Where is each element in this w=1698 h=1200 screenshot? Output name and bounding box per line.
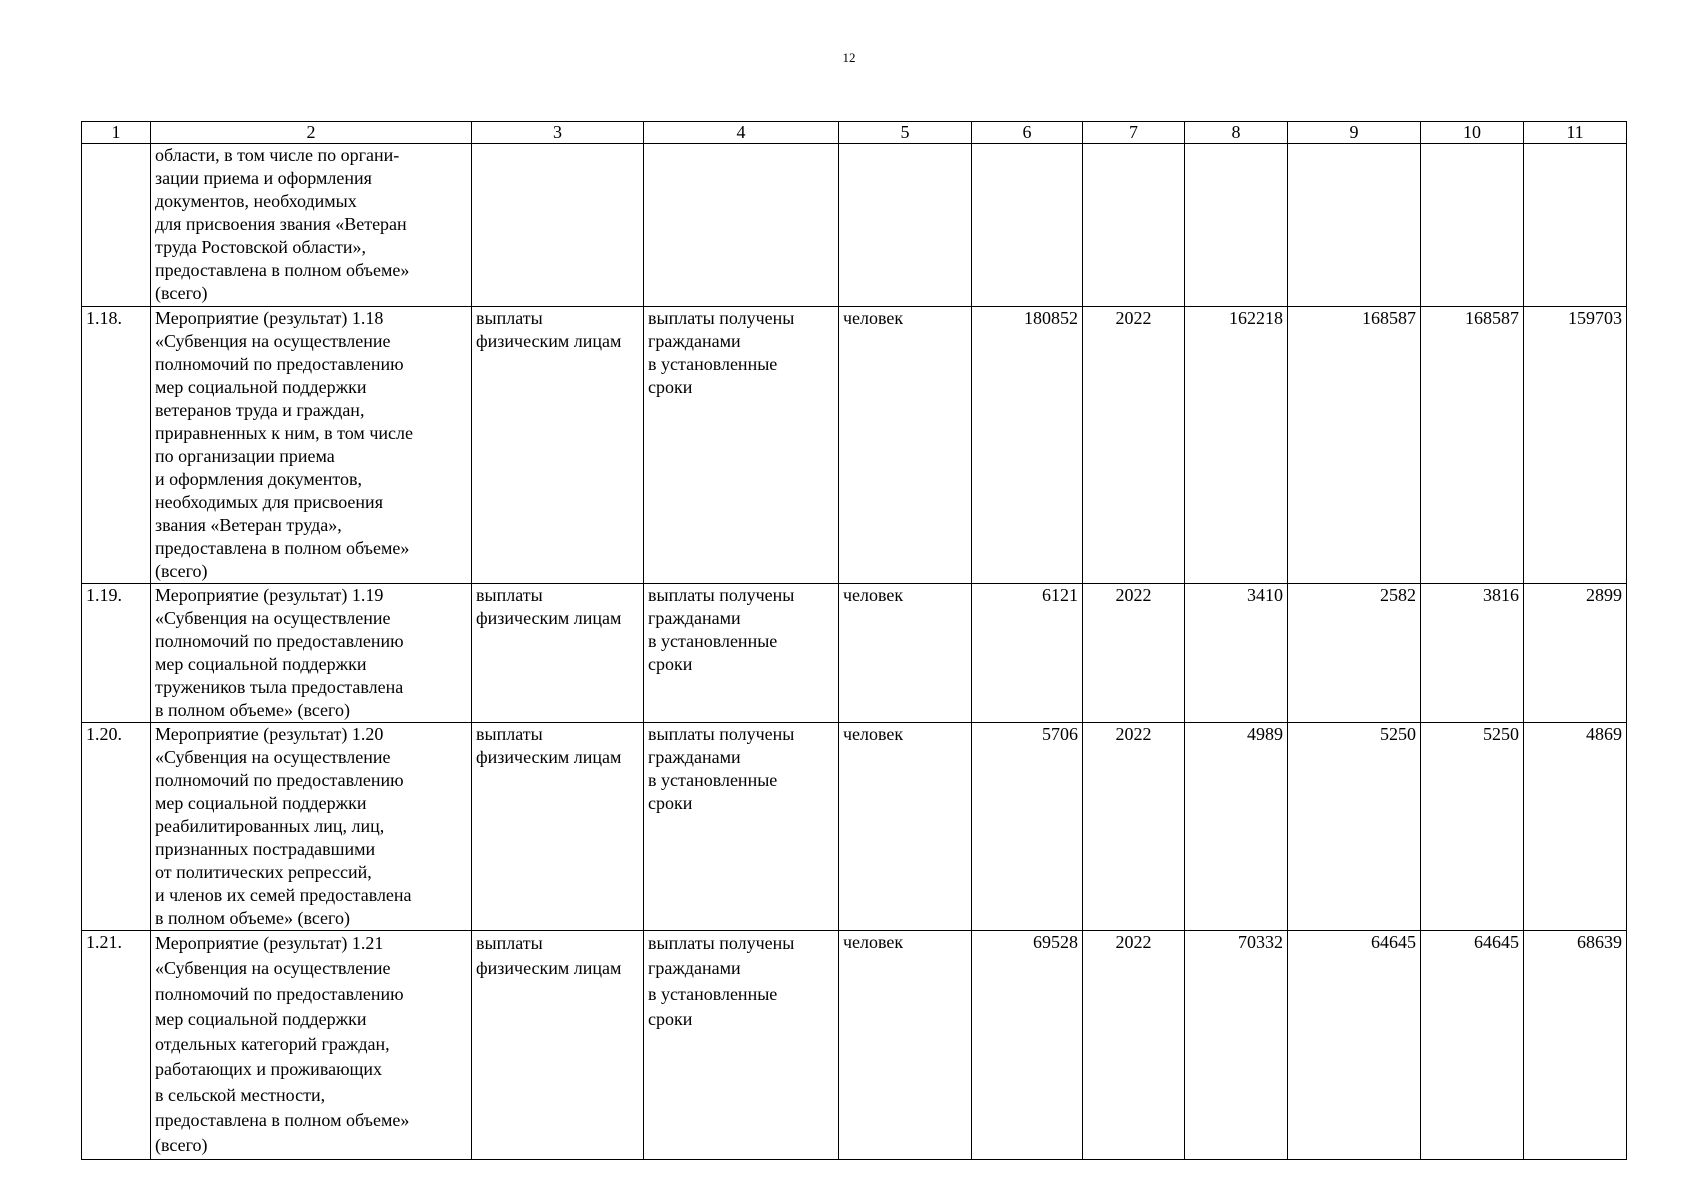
text-line: выплаты (476, 724, 543, 744)
text-line: гражданами (648, 747, 741, 767)
text-line: гражданами (648, 331, 741, 351)
activity-name (151, 584, 472, 723)
text-line: «Субвенция на осуществление (155, 331, 391, 351)
text-line: гражданами (648, 608, 741, 628)
value-2026 (1288, 144, 1421, 307)
row-number: 1.20. (82, 723, 151, 931)
base-value: 180852 (972, 307, 1083, 584)
text-line: сроки (648, 377, 693, 397)
text-line: ветеранов труда и граждан, (155, 400, 365, 420)
text-line: в сельской местности, (155, 1084, 326, 1105)
text-line: выплаты (476, 933, 543, 953)
result-characteristic (644, 307, 839, 584)
text-line: «Субвенция на осуществление (155, 958, 391, 979)
activity-name (151, 931, 472, 1160)
result-type (472, 307, 644, 584)
text-line: области, в том числе по органи- (155, 145, 400, 165)
text-line: труда Ростовской области», (155, 237, 367, 257)
text-line: выплаты получены (648, 585, 795, 605)
row-number (82, 144, 151, 307)
header-cell: 5 (839, 122, 972, 144)
text-line: по организации приема (155, 446, 335, 466)
value-2026: 64645 (1288, 931, 1421, 1160)
activity-name (151, 144, 472, 307)
activity-name (151, 307, 472, 584)
result-characteristic (644, 584, 839, 723)
value-2025: 3410 (1185, 584, 1288, 723)
header-cell: 1 (82, 122, 151, 144)
unit: человек (839, 307, 972, 584)
base-value (972, 144, 1083, 307)
page-number: 12 (842, 50, 856, 65)
text-line: зации приема и оформления (155, 168, 372, 188)
text-line: приравненных к ним, в том числе (155, 423, 413, 443)
text-line: физическим лицам (476, 608, 622, 628)
header-cell: 3 (472, 122, 644, 144)
text-line: «Субвенция на осуществление (155, 608, 391, 628)
base-year (1083, 144, 1185, 307)
text-line: звания «Ветеран труда», (155, 515, 342, 535)
value-2028: 159703 (1524, 307, 1627, 584)
text-line: предоставлена в полном объеме» (155, 260, 410, 280)
text-line: предоставлена в полном объеме» (155, 538, 410, 558)
text-line: физическим лицам (476, 331, 622, 351)
text-line: выплаты (476, 308, 543, 328)
base-year: 2022 (1083, 931, 1185, 1160)
text-line: мер социальной поддержки (155, 793, 367, 813)
text-line: Мероприятие (результат) 1.21 (155, 933, 384, 953)
text-line: (всего) (155, 1135, 208, 1156)
value-2026: 168587 (1288, 307, 1421, 584)
text-line: от политических репрессий, (155, 862, 372, 882)
text-line: сроки (648, 793, 693, 813)
base-value: 69528 (972, 931, 1083, 1160)
text-line: выплаты получены (648, 933, 795, 953)
row-number: 1.19. (82, 584, 151, 723)
value-2025 (1185, 144, 1288, 307)
text-line: выплаты получены (648, 308, 795, 328)
result-characteristic (644, 144, 839, 307)
unit: человек (839, 931, 972, 1160)
value-2026: 5250 (1288, 723, 1421, 931)
text-line: (всего) (155, 283, 208, 303)
table-row (82, 307, 1627, 584)
value-2028: 4869 (1524, 723, 1627, 931)
text-line: в установленные (648, 770, 778, 790)
value-2027 (1421, 144, 1524, 307)
text-line: Мероприятие (результат) 1.20 (155, 724, 384, 744)
value-2027: 168587 (1421, 307, 1524, 584)
text-line: сроки (648, 1008, 693, 1029)
text-line: полномочий по предоставлению (155, 631, 404, 651)
result-type (472, 723, 644, 931)
value-2025: 162218 (1185, 307, 1288, 584)
header-cell: 11 (1524, 122, 1627, 144)
base-year: 2022 (1083, 307, 1185, 584)
text-line: мер социальной поддержки (155, 654, 367, 674)
text-line: предоставлена в полном объеме» (155, 1110, 410, 1131)
base-year: 2022 (1083, 723, 1185, 931)
text-line: физическим лицам (476, 747, 622, 767)
text-line: Мероприятие (результат) 1.19 (155, 585, 384, 605)
header-cell: 7 (1083, 122, 1185, 144)
activity-name (151, 723, 472, 931)
text-line: для присвоения звания «Ветеран (155, 214, 407, 234)
header-cell: 8 (1185, 122, 1288, 144)
text-line: в установленные (648, 354, 778, 374)
text-line: в полном объеме» (всего) (155, 700, 350, 720)
text-line: признанных пострадавшими (155, 839, 376, 859)
value-2027: 3816 (1421, 584, 1524, 723)
table-row (82, 144, 1627, 307)
text-line: физическим лицам (476, 958, 622, 979)
value-2026: 2582 (1288, 584, 1421, 723)
text-line: полномочий по предоставлению (155, 354, 404, 374)
text-line: отдельных категорий граждан, (155, 1034, 390, 1055)
header-cell: 2 (151, 122, 472, 144)
row-number: 1.18. (82, 307, 151, 584)
result-characteristic (644, 931, 839, 1160)
result-characteristic (644, 723, 839, 931)
header-cell: 9 (1288, 122, 1421, 144)
text-line: Мероприятие (результат) 1.18 (155, 308, 384, 328)
value-2025: 70332 (1185, 931, 1288, 1160)
text-line: необходимых для присвоения (155, 492, 383, 512)
text-line: в установленные (648, 983, 778, 1004)
text-line: в установленные (648, 631, 778, 651)
text-line: в полном объеме» (всего) (155, 908, 350, 928)
text-line: тружеников тыла предоставлена (155, 677, 404, 697)
value-2027: 64645 (1421, 931, 1524, 1160)
indicators-table (81, 121, 1627, 1160)
result-type (472, 144, 644, 307)
value-2028: 68639 (1524, 931, 1627, 1160)
base-value: 5706 (972, 723, 1083, 931)
header-cell: 6 (972, 122, 1083, 144)
text-line: «Субвенция на осуществление (155, 747, 391, 767)
text-line: полномочий по предоставлению (155, 983, 404, 1004)
value-2028: 2899 (1524, 584, 1627, 723)
text-line: документов, необходимых (155, 191, 357, 211)
value-2025: 4989 (1185, 723, 1288, 931)
base-value: 6121 (972, 584, 1083, 723)
value-2028 (1524, 144, 1627, 307)
text-line: выплаты получены (648, 724, 795, 744)
unit: человек (839, 723, 972, 931)
text-line: сроки (648, 654, 693, 674)
text-line: полномочий по предоставлению (155, 770, 404, 790)
header-row (82, 122, 1627, 144)
table-row (82, 931, 1627, 1160)
text-line: реабилитированных лиц, лиц, (155, 816, 385, 836)
header-cell: 4 (644, 122, 839, 144)
row-number: 1.21. (82, 931, 151, 1160)
unit: человек (839, 584, 972, 723)
table-row (82, 723, 1627, 931)
header-cell: 10 (1421, 122, 1524, 144)
base-year: 2022 (1083, 584, 1185, 723)
table-row (82, 584, 1627, 723)
text-line: мер социальной поддержки (155, 1008, 367, 1029)
text-line: выплаты (476, 585, 543, 605)
text-line: мер социальной поддержки (155, 377, 367, 397)
text-line: (всего) (155, 561, 208, 581)
result-type (472, 584, 644, 723)
text-line: гражданами (648, 958, 741, 979)
text-line: и оформления документов, (155, 469, 362, 489)
text-line: и членов их семей предоставлена (155, 885, 412, 905)
value-2027: 5250 (1421, 723, 1524, 931)
text-line: работающих и проживающих (155, 1059, 383, 1080)
result-type (472, 931, 644, 1160)
unit (839, 144, 972, 307)
